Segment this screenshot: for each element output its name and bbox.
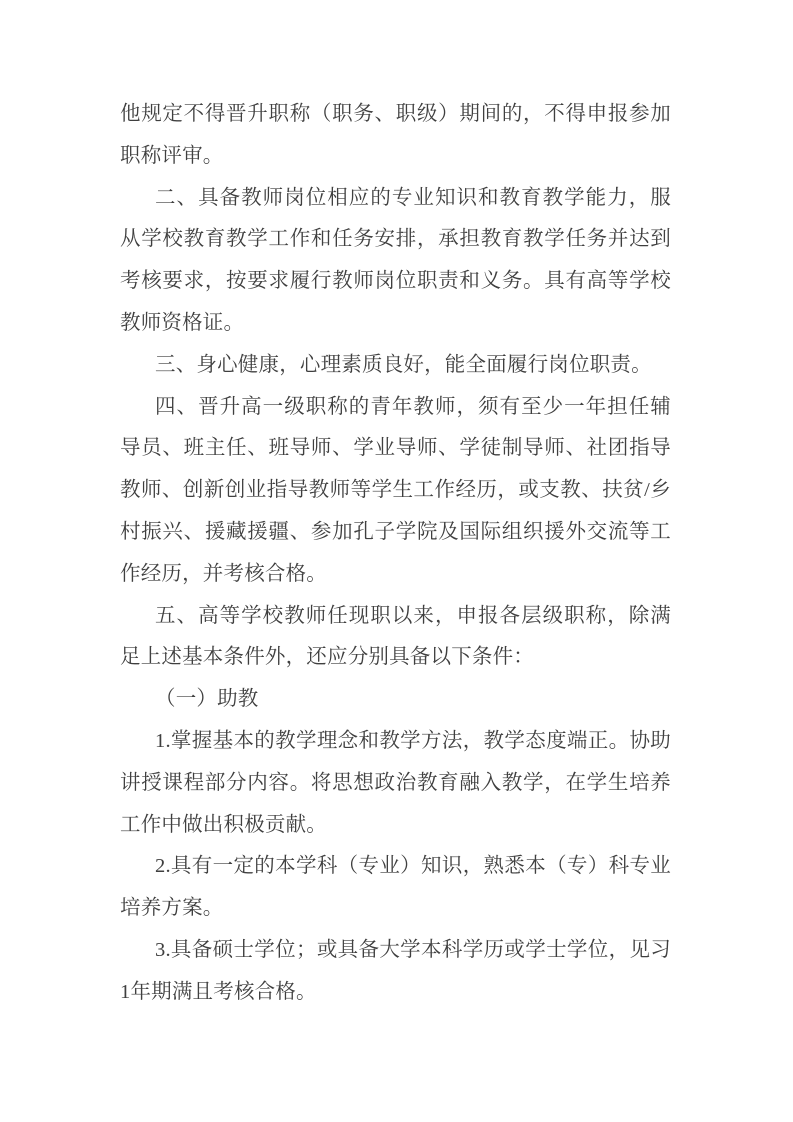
- paragraph-continuation: 他规定不得晋升职称（职务、职级）期间的，不得申报参加职称评审。: [120, 103, 671, 167]
- paragraph-condition-1: 1.掌握基本的教学理念和教学方法，教学态度端正。协助讲授课程部分内容。将思想政治教育融入教学，在学生培养工作中做出积极贡献。: [120, 729, 671, 836]
- paragraph-item-5: 五、高等学校教师任现职以来，申报各层级职称，除满足上述基本条件外，还应分别具备以下条件：: [120, 604, 671, 669]
- text-content: [120, 94, 671, 1014]
- paragraph-item-4: 四、晋升高一级职称的青年教师，须有至少一年担任辅导员、班主任、班导师、学业导师、学徒制导师、社团指导教师、创新创业指导教师等学生工作经历，或支教、扶贫/乡村振兴、援藏援疆、参加孔子学院及国际组织援外交流等工作经历，并考核合格。: [120, 395, 671, 585]
- paragraph-heading-assistant: （一）助教: [155, 688, 259, 711]
- paragraph-item-3: 三、身心健康，心理素质良好，能全面履行岗位职责。: [155, 353, 652, 376]
- paragraph-item-2: 二、具备教师岗位相应的专业知识和教育教学能力，服从学校教育教学工作和任务安排，承担教育教学任务并达到考核要求，按要求履行教师岗位职责和义务。具有高等学校教师资格证。: [120, 186, 671, 334]
- paragraph-condition-3: 3.具备硕士学位；或具备大学本科学历或学士学位，见习1年期满且考核合格。: [120, 938, 671, 1003]
- paragraph-condition-2: 2.具有一定的本学科（专业）知识，熟悉本（专）科专业培养方案。: [120, 855, 671, 920]
